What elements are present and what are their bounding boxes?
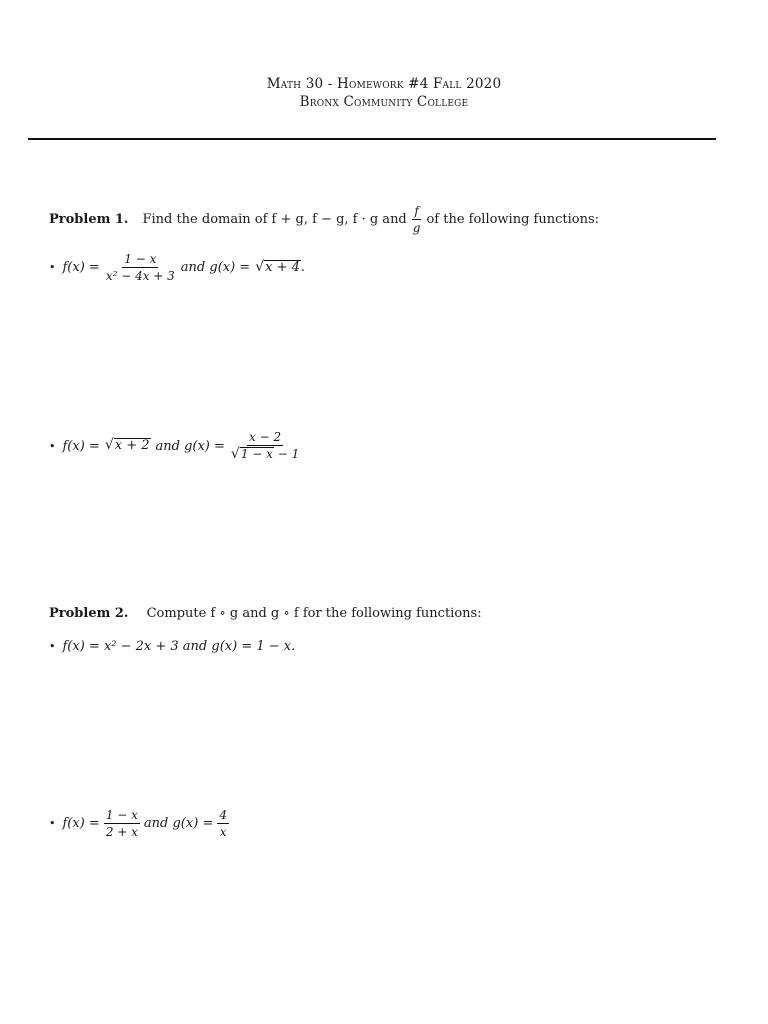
item-lhs: f(x) = xyxy=(62,816,100,832)
bullet-icon: • xyxy=(49,817,56,831)
radical-sign-icon: √ xyxy=(255,258,265,275)
bullet-icon: • xyxy=(49,640,56,653)
problem-1-prompt-before: Find the domain of f + g, f − g, f · g and xyxy=(142,212,407,228)
problem-1-prompt-after: of the following functions: xyxy=(426,212,600,228)
problem-2-label: Problem 2. xyxy=(49,606,129,621)
problem-1-item-2 xyxy=(49,430,305,462)
item-text: f(x) = x² − 2x + 3 and g(x) = 1 − x. xyxy=(62,639,296,654)
fraction-numerator: f xyxy=(412,204,420,220)
header-divider xyxy=(28,138,716,140)
radical-sign-icon: √ xyxy=(230,446,240,463)
fraction-denominator xyxy=(229,446,301,462)
problem-1-statement xyxy=(49,204,599,236)
problem-2-item-1 xyxy=(49,639,295,654)
bullet-icon: • xyxy=(49,439,56,453)
problem-2-prompt: Compute f ∘ g and g ∘ f for the following functions: xyxy=(146,606,482,621)
fraction-numerator: x − 2 xyxy=(247,430,283,446)
problem-1-label: Problem 1. xyxy=(49,212,129,228)
radicand: x + 2 xyxy=(114,438,150,454)
item-lhs: f(x) = xyxy=(62,260,100,276)
institution-name: Bronx Community College xyxy=(299,94,469,110)
fraction-denominator: g xyxy=(412,221,421,236)
fraction-numerator: 1 − x xyxy=(122,252,158,268)
item-lhs: f(x) = xyxy=(62,438,100,454)
fraction-denominator: x² − 4x + 3 xyxy=(105,269,175,284)
bullet-icon: • xyxy=(49,261,56,275)
fraction-numerator: 1 − x xyxy=(104,808,140,824)
square-root xyxy=(231,447,274,462)
item-fraction xyxy=(229,430,301,462)
radical-sign-icon: √ xyxy=(104,437,114,454)
fraction-denominator: x xyxy=(219,825,227,840)
radicand: 1 − x xyxy=(240,447,273,462)
fraction-numerator: 4 xyxy=(217,808,229,824)
item-mid: and g(x) = xyxy=(180,260,251,276)
document-title: Math 30 - Homework #4 Fall 2020 xyxy=(266,76,502,92)
problem-2-statement xyxy=(49,606,482,621)
item-fraction-2 xyxy=(217,808,229,840)
problem-1-f-over-g xyxy=(411,204,423,236)
denominator-tail: − 1 xyxy=(277,447,300,462)
item-mid: and g(x) = xyxy=(155,438,225,454)
problem-1-item-1 xyxy=(49,252,305,284)
item-fraction xyxy=(104,808,140,840)
square-root xyxy=(105,438,151,454)
item-end: . xyxy=(300,260,306,276)
square-root xyxy=(255,260,301,276)
problem-2-item-2 xyxy=(49,808,233,840)
item-mid: and g(x) = xyxy=(143,816,214,832)
fraction-denominator: 2 + x xyxy=(105,825,138,840)
radicand: x + 4 xyxy=(265,259,300,275)
item-fraction xyxy=(104,252,177,284)
